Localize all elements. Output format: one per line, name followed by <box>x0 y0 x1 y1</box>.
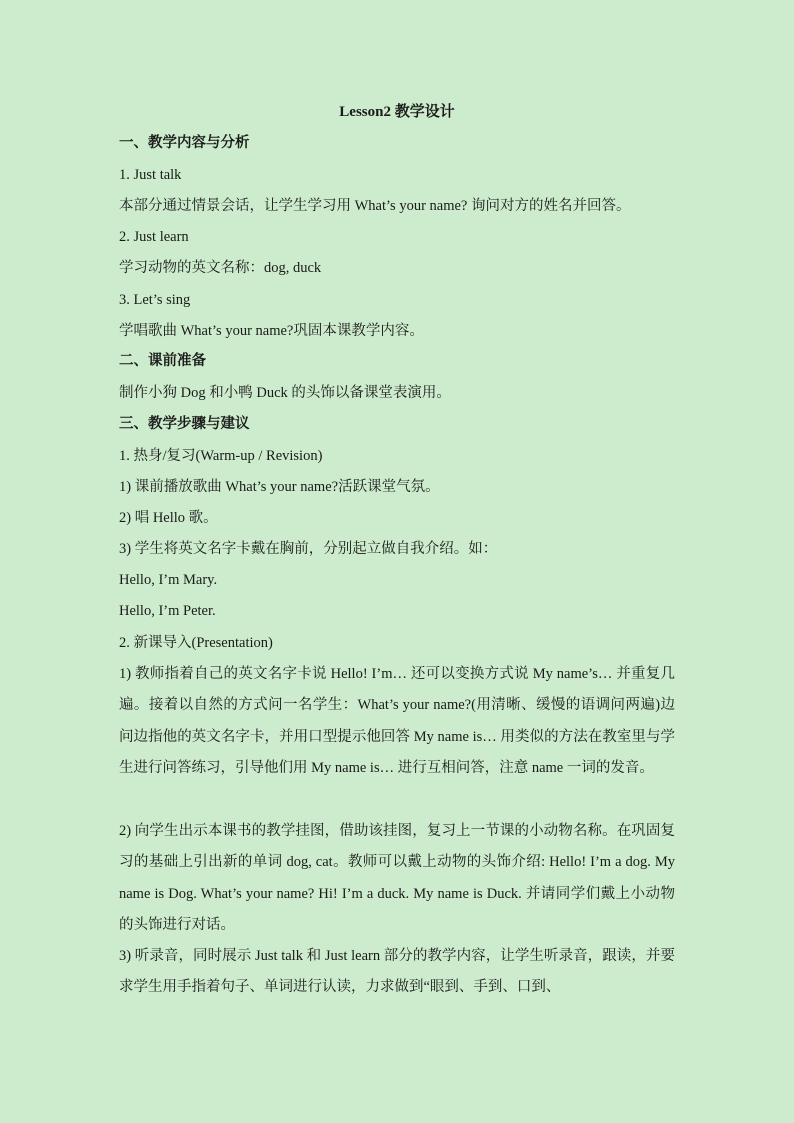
step-warmup-item-3: 3) 学生将英文名字卡戴在胸前，分别起立做自我介绍。如： <box>119 541 498 557</box>
item-just-learn-title: 2. Just learn <box>119 229 189 245</box>
presentation-paragraph-1: 1) 教师指着自己的英文名字卡说 Hello! I’m… 还可以变换方式说 My name’s… 并重复几遍。接着以自然的方式问一名学生：What’s your name?(用清晰、缓慢的语调问两遍)边问边指他的英文名字卡，并用口型提示他回答 My name is… 用类似的方法在教室里与学生进行问答练习，引导他们用 My name is… 进行互相问答，注意 name 一词的发音。 <box>119 666 675 776</box>
step-warmup-title: 1. 热身/复习(Warm-up / Revision) <box>119 448 323 464</box>
document-title: Lesson2 教学设计 <box>339 104 455 120</box>
step-warmup-item-2: 2) 唱 Hello 歌。 <box>119 510 218 526</box>
step-presentation-title: 2. 新课导入(Presentation) <box>119 635 273 651</box>
item-just-learn-text: 学习动物的英文名称：dog, duck <box>119 260 322 276</box>
item-just-talk-title: 1. Just talk <box>119 167 182 183</box>
item-just-talk-text: 本部分通过情景会话，让学生学习用 What’s your name? 询问对方的姓名并回答。 <box>119 198 631 214</box>
item-lets-sing-title: 3. Let’s sing <box>119 292 191 308</box>
presentation-paragraph-3: 3) 听录音，同时展示 Just talk 和 Just learn 部分的教学内容，让学生听录音，跟读，并要求学生用手指着句子、单词进行认读，力求做到“眼到、手到、口到、 <box>119 948 675 996</box>
item-lets-sing-text: 学唱歌曲 What’s your name?巩固本课教学内容。 <box>119 323 424 339</box>
preparation-text: 制作小狗 Dog 和小鸭 Duck 的头饰以备课堂表演用。 <box>119 385 451 401</box>
presentation-paragraph-2: 2) 向学生出示本课书的教学挂图，借助该挂图，复习上一节课的小动物名称。在巩固复习的基础上引出新的单词 dog, cat。教师可以戴上动物的头饰介绍: Hello! I’m a dog. My name is Dog. What’s your name? Hi! I’m a duck. My name is Duck. 并请同学们戴上小动物的头饰进行对话。 <box>119 823 675 933</box>
section-heading-teaching-steps: 三、教学步骤与建议 <box>119 416 250 432</box>
example-line-mary: Hello, I’m Mary. <box>119 572 218 588</box>
example-line-peter: Hello, I’m Peter. <box>119 603 216 619</box>
section-heading-content-analysis: 一、教学内容与分析 <box>119 135 250 151</box>
section-heading-preparation: 二、课前准备 <box>119 353 206 369</box>
step-warmup-item-1: 1) 课前播放歌曲 What’s your name?活跃课堂气氛。 <box>119 479 440 495</box>
